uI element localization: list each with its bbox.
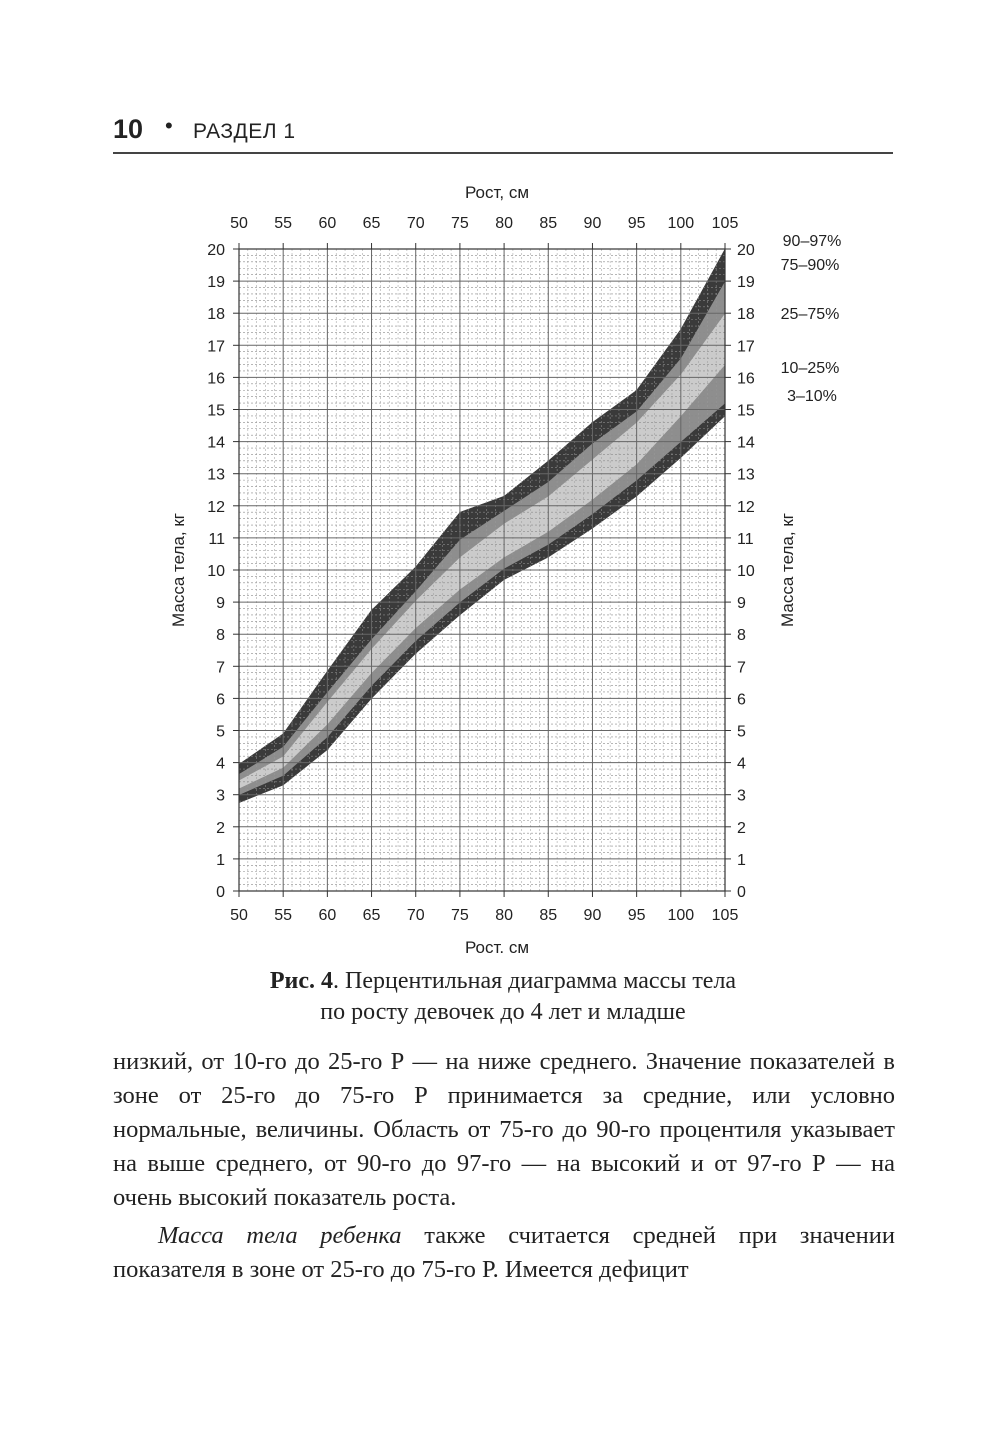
x-axis-label-bottom: Рост. см [464, 938, 530, 957]
figure-caption [113, 966, 893, 1028]
y-tick-label-left: 4 [216, 755, 225, 773]
x-tick-label-top: 65 [362, 215, 381, 232]
y-tick-label-right: 18 [737, 306, 755, 324]
x-tick-label-bottom: 100 [667, 907, 695, 924]
legend-item: 90–97% [782, 233, 842, 250]
y-tick-label-left: 19 [207, 274, 225, 292]
x-tick-label-bottom: 55 [274, 907, 293, 924]
y-axis-label-left: Масса тела, кг [169, 513, 188, 627]
x-tick-label-top: 105 [711, 215, 739, 232]
percentile-chart [0, 170, 1000, 960]
x-tick-label-top: 90 [583, 215, 602, 232]
y-tick-label-left: 12 [207, 498, 225, 516]
y-tick-label-left: 8 [216, 627, 225, 645]
x-tick-label-top: 100 [667, 215, 695, 232]
y-tick-label-right: 4 [737, 755, 746, 773]
band-4 [239, 249, 725, 774]
y-tick-label-right: 15 [737, 402, 755, 420]
x-tick-label-top: 70 [406, 215, 425, 232]
x-axis-label-top: Рост, см [464, 183, 530, 202]
y-tick-label-right: 5 [737, 723, 746, 741]
y-tick-label-left: 0 [216, 884, 225, 901]
y-tick-label-right: 1 [737, 851, 746, 869]
y-tick-label-left: 10 [207, 563, 225, 580]
paragraph-2-text: также считается средней при значении показателя в зоне от 25-го до 75-го Р. Имеется дефицит [113, 1222, 896, 1283]
paragraph-2 [113, 1219, 895, 1287]
caption-label: Рис. 4 [269, 968, 334, 994]
x-tick-label-bottom: 105 [711, 907, 739, 924]
y-tick-label-left: 6 [216, 691, 225, 709]
y-tick-label-right: 10 [737, 563, 755, 580]
y-tick-label-right: 3 [737, 787, 746, 805]
legend-item: 75–90% [780, 257, 840, 274]
y-tick-label-left: 2 [216, 819, 225, 837]
x-tick-label-bottom: 85 [539, 907, 558, 924]
x-tick-label-bottom: 95 [627, 907, 646, 924]
paragraph-1: низкий, от 10-го до 25-го Р — на ниже среднего. Значение показателей в зоне от 25-го до 75-го Р принимается за средние, или условно нормальные, величины. Область от 75-го до 90-го процентиля указывает на выше среднего, от 90-го до 97-го — на высокий и от 97-го Р — на очень высокий показатель роста. [113, 1048, 895, 1211]
y-tick-label-right: 9 [737, 595, 746, 613]
y-tick-label-left: 17 [207, 338, 225, 356]
legend-item: 25–75% [780, 306, 840, 323]
y-tick-label-left: 9 [216, 595, 225, 613]
x-tick-label-top: 80 [495, 215, 513, 232]
x-tick-label-bottom: 80 [495, 907, 513, 924]
y-tick-label-left: 3 [216, 787, 225, 805]
legend-item: 10–25% [780, 360, 840, 377]
chart-grid [239, 249, 725, 891]
y-tick-label-right: 0 [737, 884, 746, 901]
y-tick-label-left: 20 [207, 242, 225, 259]
y-tick-label-left: 7 [216, 659, 225, 677]
x-tick-label-bottom: 50 [230, 907, 248, 924]
percentile-bands [239, 249, 725, 803]
x-tick-label-bottom: 75 [451, 907, 469, 924]
y-tick-label-right: 16 [737, 370, 755, 388]
body-text [113, 1045, 895, 1287]
x-tick-label-top: 95 [627, 215, 646, 232]
y-tick-label-left: 18 [207, 306, 225, 324]
y-tick-label-left: 11 [208, 530, 225, 548]
x-tick-label-top: 85 [539, 215, 558, 232]
y-axis-label-right: Масса тела, кг [778, 513, 797, 627]
x-tick-label-bottom: 70 [406, 907, 425, 924]
y-tick-label-right: 8 [737, 627, 746, 645]
y-tick-label-right: 7 [737, 659, 746, 677]
section-title: РАЗДЕЛ 1 [193, 120, 296, 143]
y-tick-label-left: 1 [216, 851, 225, 869]
y-tick-label-left: 14 [207, 434, 225, 452]
page-number: 10 [113, 114, 144, 144]
page-header [113, 112, 893, 154]
legend-item: 3–10% [787, 388, 837, 405]
y-tick-label-left: 5 [216, 723, 225, 741]
x-tick-label-bottom: 90 [583, 907, 602, 924]
y-tick-label-right: 14 [737, 434, 755, 452]
x-tick-label-top: 60 [318, 215, 337, 232]
header-bullet: • [165, 113, 173, 138]
y-tick-label-right: 2 [737, 819, 746, 837]
y-tick-label-right: 19 [737, 274, 755, 292]
y-tick-label-right: 17 [737, 338, 755, 356]
x-tick-label-bottom: 60 [318, 907, 337, 924]
y-tick-label-right: 6 [737, 691, 746, 709]
y-tick-label-left: 16 [207, 370, 225, 388]
x-tick-label-top: 75 [451, 215, 469, 232]
y-tick-label-right: 20 [737, 242, 755, 259]
y-tick-label-left: 13 [207, 466, 225, 484]
caption-text-line1: . Перцентильная диаграмма массы тела [333, 968, 737, 994]
y-tick-label-right: 12 [737, 498, 755, 516]
paragraph-2-italic: Масса тела ребенка [158, 1222, 402, 1249]
y-tick-label-right: 13 [737, 466, 755, 484]
x-tick-label-top: 50 [230, 215, 248, 232]
x-tick-label-top: 55 [274, 215, 293, 232]
chart-legend [781, 233, 842, 405]
caption-text-line2: по росту девочек до 4 лет и младше [320, 999, 686, 1025]
y-tick-label-right: 11 [737, 530, 754, 548]
y-tick-label-left: 15 [207, 402, 225, 420]
x-tick-label-bottom: 65 [362, 907, 381, 924]
